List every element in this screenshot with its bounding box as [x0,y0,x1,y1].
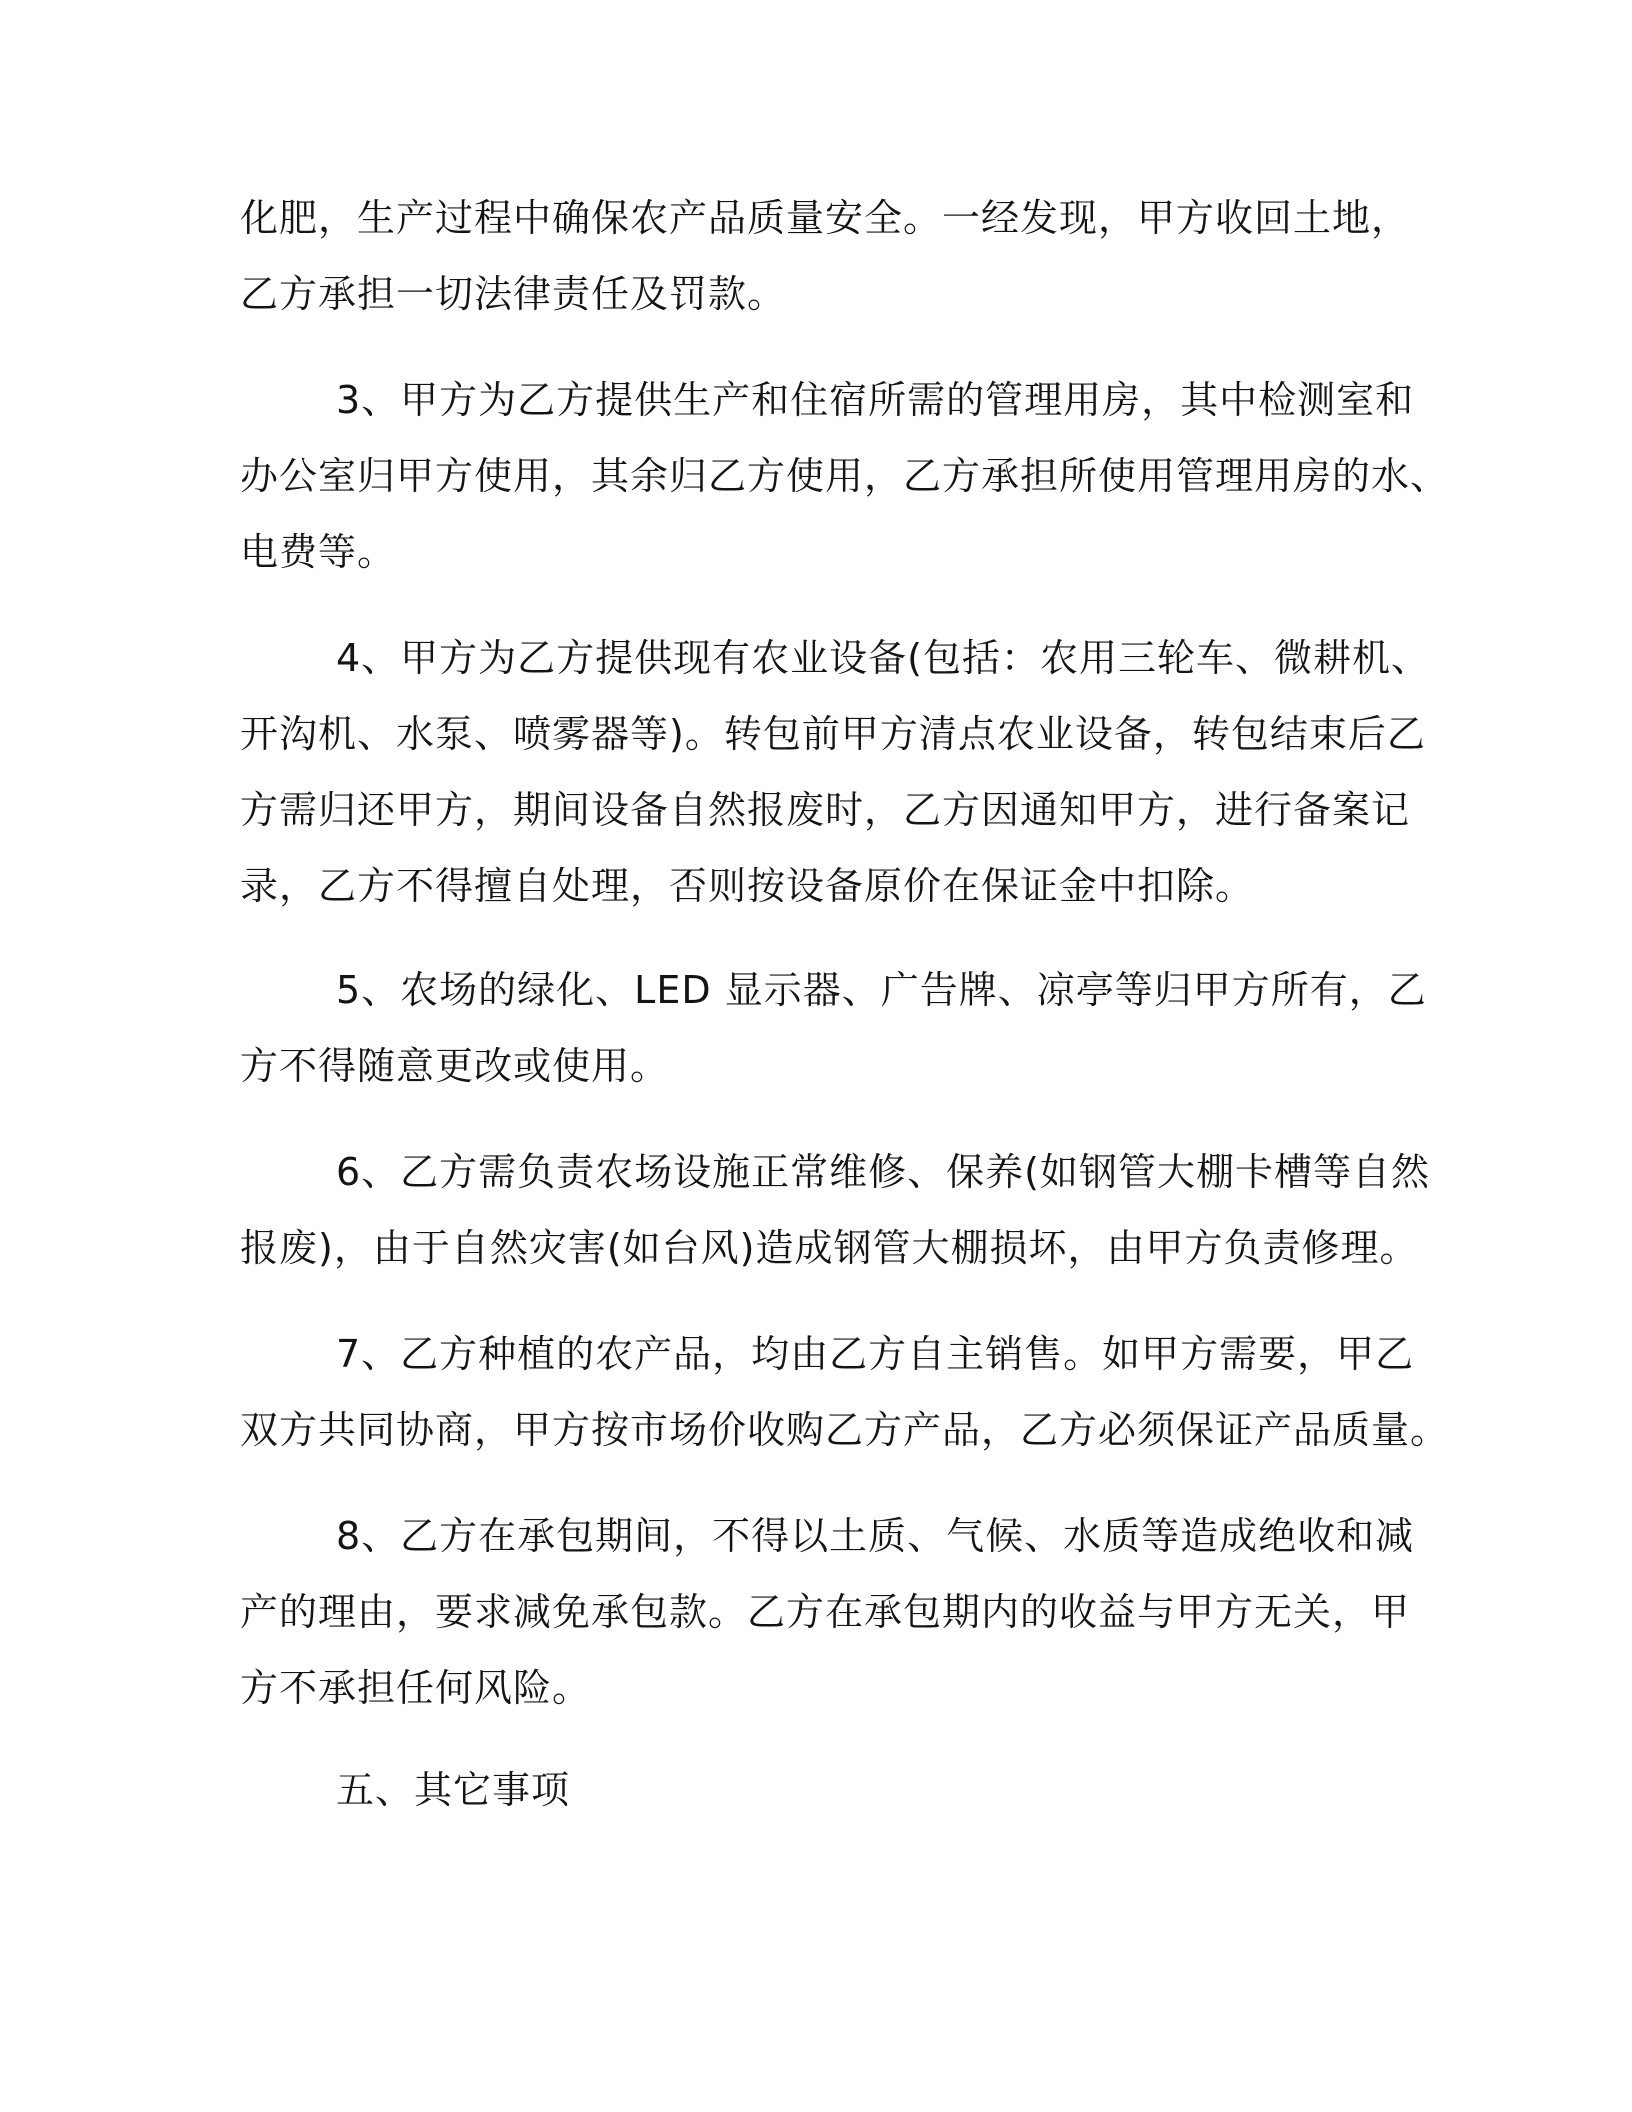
paragraph-line: 录，乙方不得擅自处理，否则按设备原价在保证金中扣除。 [240,864,1255,908]
paragraph-line: 3、甲方为乙方提供生产和住宿所需的管理用房，其中检测室和 [336,378,1415,422]
paragraph-line: 方需归还甲方，期间设备自然报废时，乙方因通知甲方，进行备案记 [240,788,1411,832]
continuation-paragraph [240,180,1411,332]
paragraph-line: 7、乙方种植的农产品，均由乙方自主销售。如甲方需要，甲乙 [336,1332,1415,1376]
section-5-heading-block [240,1752,1380,1828]
paragraph-line: 乙方承担一切法律责任及罚款。 [240,272,787,316]
clause-7-paragraph [240,1316,1450,1468]
section-heading: 五、其它事项 [336,1768,571,1812]
paragraph-line: 8、乙方在承包期间，不得以土质、气候、水质等造成绝收和减 [336,1514,1415,1558]
paragraph-line: 方不得随意更改或使用。 [240,1044,670,1088]
paragraph-line: 双方共同协商，甲方按市场价收购乙方产品，乙方必须保证产品质量。 [240,1408,1450,1452]
paragraph-line: 办公室归甲方使用，其余归乙方使用，乙方承担所使用管理用房的水、 [240,454,1450,498]
clause-5-paragraph [240,952,1427,1104]
paragraph-line: 开沟机、水泵、喷雾器等)。转包前甲方清点农业设备，转包结束后乙 [240,712,1426,756]
paragraph-line: 电费等。 [240,530,397,574]
paragraph-line: 4、甲方为乙方提供现有农业设备(包括：农用三轮车、微耕机、 [336,636,1431,680]
clause-3-paragraph [240,362,1450,590]
clause-4-paragraph [240,620,1431,924]
paragraph-line: 6、乙方需负责农场设施正常维修、保养(如钢管大棚卡槽等自然 [336,1150,1431,1194]
clause-6-paragraph [240,1134,1431,1286]
paragraph-line: 5、农场的绿化、LED 显示器、广告牌、凉亭等归甲方所有，乙 [336,968,1427,1012]
clause-8-paragraph [240,1498,1415,1726]
paragraph-line: 化肥，生产过程中确保农产品质量安全。一经发现，甲方收回土地， [240,196,1411,240]
paragraph-line: 报废)，由于自然灾害(如台风)造成钢管大棚损坏，由甲方负责修理。 [240,1226,1419,1270]
paragraph-line: 方不承担任何风险。 [240,1666,592,1710]
paragraph-line: 产的理由，要求减免承包款。乙方在承包期内的收益与甲方无关，甲 [240,1590,1411,1634]
